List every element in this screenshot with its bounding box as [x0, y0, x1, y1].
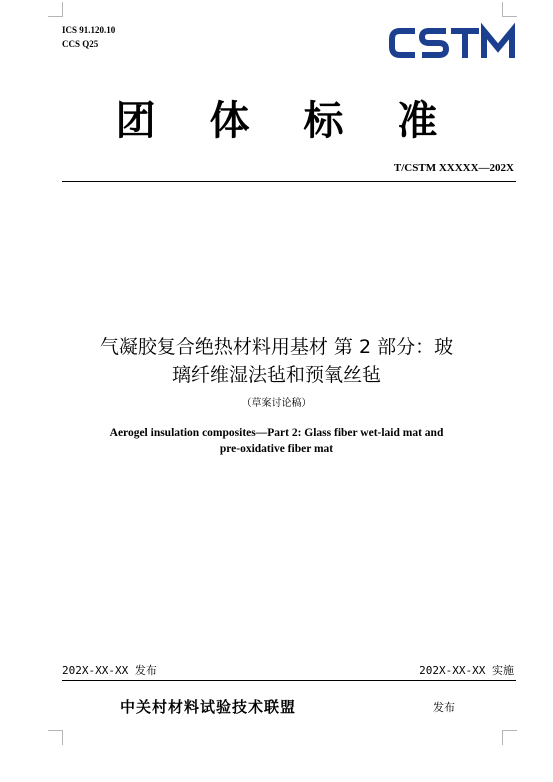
footer-divider [62, 680, 516, 681]
chinese-title [40, 333, 513, 389]
publisher-name: 中关村材料试验技术联盟 [120, 698, 297, 716]
chinese-title-line-1: 气凝胶复合绝热材料用基材 第 2 部分：玻 [99, 336, 454, 358]
crop-mark-top-right [502, 2, 517, 17]
ccs-code: CCS Q25 [62, 39, 99, 49]
ics-code: ICS 91.120.10 [62, 25, 116, 35]
crop-mark-bottom-left [48, 730, 63, 745]
english-title [60, 425, 493, 457]
standard-number: T/CSTM XXXXX—202X [393, 162, 514, 174]
english-title-line-2: pre-oxidative fiber mat [219, 443, 334, 455]
publish-label: 发布 [433, 701, 455, 714]
implement-date: 202X-XX-XX 实施 [419, 664, 514, 677]
chinese-title-line-2: 璃纤维湿法毡和预氧丝毡 [171, 364, 381, 386]
crop-mark-top-left [48, 2, 63, 17]
english-title-line-1: Aerogel insulation composites—Part 2: Glass fiber wet-laid mat and [109, 427, 444, 439]
document-type-title: 团 体 标 准 [115, 98, 458, 144]
crop-mark-bottom-right [502, 730, 517, 745]
header-divider [62, 181, 516, 182]
cstm-logo [388, 22, 516, 64]
draft-label: （草案讨论稿） [241, 398, 312, 409]
publish-date: 202X-XX-XX 发布 [62, 664, 157, 677]
classification-codes [62, 23, 115, 51]
